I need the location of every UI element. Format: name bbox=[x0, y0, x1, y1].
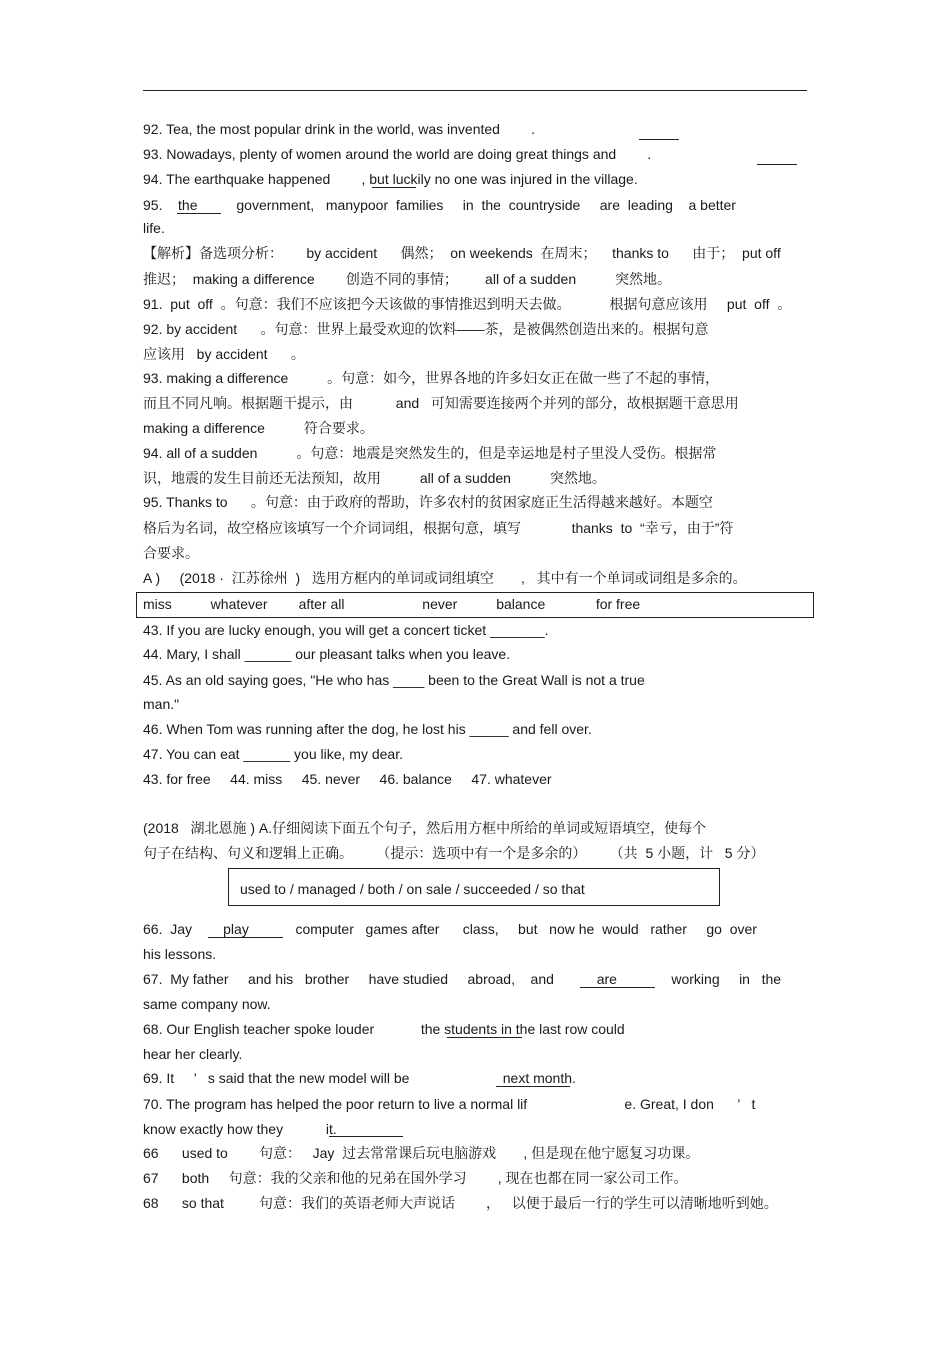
question-95-continued: life. bbox=[143, 220, 165, 236]
analysis-67: 67 both 句意：我的父亲和他的兄弟在国外学习 , 现在也都在同一家公司工作。 bbox=[143, 1170, 688, 1186]
word-box-options: miss whatever after all never balance for free bbox=[143, 596, 641, 612]
section-a-heading: A ) (2018 · 江苏徐州 ) 选用方框内的单词或词组填空 , 其中有一个单词或词组是多余的。 bbox=[143, 570, 747, 586]
analysis-94: 94. all of a sudden 。句意：地震是突然发生的，但是幸运地是村子里没人受伤。根据常 bbox=[143, 445, 717, 461]
analysis-94-continued: 识，地震的发生目前还无法预知，故用 all of a sudden 突然地。 bbox=[143, 470, 606, 486]
question-47: 47. You can eat ______ you like, my dear. bbox=[143, 746, 403, 762]
analysis-heading: 【解析】备选项分析： by accident 偶然； on weekends 在周末； thanks to 由于； put off bbox=[143, 245, 781, 261]
analysis-93: 93. making a difference 。句意：如今，世界各地的许多妇女正在做一些了不起的事情， bbox=[143, 370, 720, 386]
analysis-93-end: making a difference 符合要求。 bbox=[143, 420, 374, 436]
answer-blank bbox=[208, 937, 283, 938]
question-66-continued: his lessons. bbox=[143, 946, 217, 962]
question-94: 94. The earthquake happened , but luckily no one was injured in the village. bbox=[143, 171, 638, 187]
phrase-box-options: used to / managed / both / on sale / succeeded / so that bbox=[240, 881, 585, 897]
analysis-95: 95. Thanks to 。句意：由于政府的帮助，许多农村的贫困家庭正生活得越来越好。本题空 bbox=[143, 494, 713, 510]
question-67-continued: same company now. bbox=[143, 996, 271, 1012]
question-66: 66. Jay play computer games after class, but now he would rather go over bbox=[143, 921, 757, 937]
answer-blank bbox=[447, 1037, 522, 1038]
analysis-91: 91. put off 。句意：我们不应该把今天该做的事情推迟到明天去做。 根据句意应该用 put off 。 bbox=[143, 296, 792, 312]
analysis-66: 66 used to 句意： Jay 过去常常课后玩电脑游戏 , 但是现在他宁愿复习功课。 bbox=[143, 1145, 700, 1161]
question-93: 93. Nowadays, plenty of women around the world are doing great things and . bbox=[143, 146, 652, 162]
question-70-continued: know exactly how they it. bbox=[143, 1121, 337, 1137]
answers-43-47: 43. for free 44. miss 45. never 46. balance 47. whatever bbox=[143, 771, 552, 787]
question-45: 45. As an old saying goes, "He who has ____ been to the Great Wall is not a true bbox=[143, 672, 645, 688]
analysis-93-continued: 而且不同凡响。根据题干提示，由 and 可知需要连接两个并列的部分，故根据题干意思用 bbox=[143, 395, 739, 411]
question-43: 43. If you are lucky enough, you will get a concert ticket _______. bbox=[143, 622, 549, 638]
question-92: 92. Tea, the most popular drink in the world, was invented . bbox=[143, 121, 535, 137]
answer-blank bbox=[580, 987, 655, 988]
answer-blank bbox=[372, 187, 416, 188]
section-b-heading: (2018 湖北恩施 ) A.仔细阅读下面五个句子，然后用方框中所给的单词或短语填空，使每个 bbox=[143, 820, 707, 836]
question-67: 67. My father and his brother have studied abroad, and are working in the bbox=[143, 971, 782, 987]
header-rule bbox=[143, 90, 807, 91]
section-b-instructions: 句子在结构、句义和逻辑上正确。 （提示：选项中有一个是多余的） （共 5 小题，计 5 分） bbox=[143, 845, 765, 861]
question-68-continued: hear her clearly. bbox=[143, 1046, 243, 1062]
question-69: 69. It ’ s said that the new model will be next month. bbox=[143, 1070, 576, 1086]
question-95: 95. the government, manypoor families in the countryside are leading a better bbox=[143, 197, 736, 213]
analysis-options: 推迟； making a difference 创造不同的事情； all of a sudden 突然地。 bbox=[143, 271, 672, 287]
analysis-92: 92. by accident 。句意：世界上最受欢迎的饮料——茶，是被偶然创造出来的。根据句意 bbox=[143, 321, 709, 337]
question-68: 68. Our English teacher spoke louder the students in the last row could bbox=[143, 1021, 625, 1037]
answer-blank bbox=[496, 1086, 570, 1087]
answer-blank bbox=[329, 1136, 403, 1137]
analysis-68: 68 so that 句意：我们的英语老师大声说话 ， 以便于最后一行的学生可以清晰地听到她。 bbox=[143, 1195, 778, 1211]
answer-blank bbox=[177, 213, 221, 214]
question-46: 46. When Tom was running after the dog, he lost his _____ and fell over. bbox=[143, 721, 592, 737]
analysis-95-continued: 格后为名词，故空格应该填写一个介词词组，根据句意，填写 thanks to “幸亏，由于”符 bbox=[143, 520, 734, 536]
analysis-92-continued: 应该用 by accident 。 bbox=[143, 346, 305, 362]
analysis-95-end: 合要求。 bbox=[143, 545, 199, 561]
answer-blank bbox=[757, 164, 797, 165]
question-45-continued: man." bbox=[143, 696, 180, 712]
question-70: 70. The program has helped the poor return to live a normal lif e. Great, I don ’ t bbox=[143, 1096, 756, 1112]
answer-blank bbox=[639, 139, 679, 140]
question-44: 44. Mary, I shall ______ our pleasant talks when you leave. bbox=[143, 646, 511, 662]
